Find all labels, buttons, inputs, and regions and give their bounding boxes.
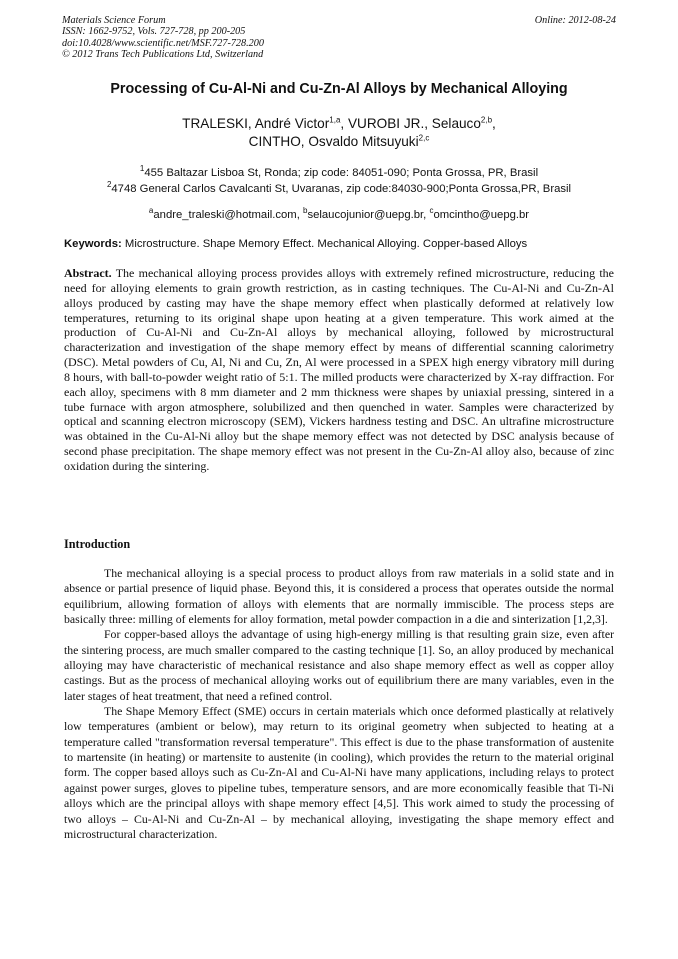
- affiliation-line: [40, 181, 638, 197]
- email-superscript: c: [429, 206, 434, 216]
- author-superscript: 1,a: [329, 115, 341, 125]
- author-superscript: 2,b: [480, 115, 493, 125]
- author-list: [60, 115, 618, 151]
- issn-line: ISSN: 1662-9752, Vols. 727-728, pp 200-205: [62, 26, 246, 38]
- email-list: [40, 206, 638, 221]
- email-superscript: a: [148, 206, 154, 216]
- author-superscript: 2,c: [418, 133, 430, 143]
- keywords-text: Microstructure. Shape Memory Effect. Mechanical Alloying. Copper-based Alloys: [121, 238, 528, 250]
- paper-title: Processing of Cu-Al-Ni and Cu-Zn-Al Alloys by Mechanical Alloying: [110, 81, 568, 97]
- paragraph: The mechanical alloying is a special process to product alloys from raw materials in a solid state and in absence or partial presence of liquid phase. Beyond this, it is considered a process that operates outside the normal equilibrium, allowing formation of alloys with elements that are normally immiscible. The process steps are basically three: milling of elements for alloy formation, metal powder compaction in a die and sinterization [1,2,3].: [64, 566, 614, 627]
- email-link[interactable]: andre_traleski@hotmail.com,: [153, 209, 303, 221]
- affiliation-line: [40, 165, 638, 181]
- abstract: [64, 266, 614, 474]
- paragraph: The Shape Memory Effect (SME) occurs in certain materials which once deformed plastically at relatively low temperatures (ambient or below), may return to its original geometry when subjected to heating at a temperature called "transformation reversal temperature". This effect is due to the phase transformation of austenite to martensite (in heating) or martensite to austenite (in cooling), which provides the return to the material original form. The copper based alloys such as Cu-Zn-Al and Cu-Al-Ni have many applications, including relays to protect against power surges, gloves to pipeline tubes, temperature sensors, and are more economically feasible that Ti-Ni alloys which are the principal alloys with shape memory effect [4,5]. This work aimed to study the processing of two alloys – Cu-Al-Ni and Cu-Zn-Al – by mechanical alloying, investigating the shape memory effect and microstructural characterization.: [64, 704, 614, 841]
- keywords: [64, 238, 616, 250]
- journal-header: [62, 15, 616, 60]
- email-superscript: b: [302, 206, 308, 216]
- introduction-heading: Introduction: [64, 537, 131, 551]
- author-separator: ,: [340, 116, 348, 131]
- keywords-label: Keywords:: [64, 238, 122, 250]
- copyright-line: © 2012 Trans Tech Publications Ltd, Switzerland: [62, 48, 264, 60]
- journal-name: Materials Science Forum: [62, 15, 166, 26]
- abstract-label: Abstract.: [64, 266, 112, 280]
- introduction-body: [64, 566, 614, 842]
- email-link[interactable]: selaucojunior@uepg.br,: [307, 209, 430, 221]
- doi-line: doi:10.4028/www.scientific.net/MSF.727-728.200: [62, 37, 264, 49]
- abstract-text: The mechanical alloying process provides alloys with extremely refined microstructure, reducing the need for alloying elements to grain growth restriction, as in casting techniques. The Cu-Al-Ni and Cu-Zn-Al alloys produced by casting may have the shape memory effect when plastically deformed at relatively low temperatures, returning to its original shape upon heating at a given temperature. This work aimed at the production of Cu-Al-Ni and Cu-Zn-Al alloys by mechanical alloying, followed by microstructural characterization and investigation of the shape memory effect by means of differential scanning calorimetry (DSC). Metal powders of Cu, Al, Ni and Cu, Zn, Al were processed in a SPEX high energy vibratory mill during 8 hours, with ball-to-powder weight ratio of 5:1. The milled products were characterized by X-ray diffraction. For each alloy, specimens with 8 mm diameter and 2 mm thickness were shapes by uniaxial pressing, sintered in a tube furnace with argon atmosphere, solubilized and then quenched in water. Samples were characterized by optical and scanning electron microscopy (SEM), Vickers hardness testing and DSC. An ultrafine microstructure was obtained in the Cu-Al-Ni alloy but the shape memory effect was not detected by DSC analysis because of second phase precipitation. The shape memory effect was not present in the Cu-Zn-Al alloy also, because of zinc oxidation during the sintering.: [64, 266, 614, 473]
- affiliation-text: 4748 General Carlos Cavalcanti St, Uvaranas, zip code:84030-900;Ponta Grossa,PR, Brasil: [111, 183, 572, 195]
- online-date: Online: 2012-08-24: [534, 15, 616, 26]
- affiliation-superscript: 2: [106, 180, 112, 190]
- author-name: VUROBI JR., Selauco: [347, 116, 481, 131]
- author-separator: ,: [492, 116, 496, 131]
- affiliation-text: 455 Baltazar Lisboa St, Ronda; zip code: 84051-090; Ponta Grossa, PR, Brasil: [144, 167, 539, 179]
- paragraph: For copper-based alloys the advantage of using high-energy milling is that resulting grain size, even after the sintering process, are much smaller compared to the casting technique [1]. So, an alloy produced by mechanical alloying may have characteristic of mechanical resistance and also shape memory effect as well as copper alloy castings. But as the process of mechanical alloying works out of equilibrium there are many variables, even in the later stages of heat treatment, that need a refined control.: [64, 627, 614, 703]
- author-name: CINTHO, Osvaldo Mitsuyuki: [248, 134, 419, 149]
- author-name: TRALESKI, André Victor: [182, 116, 330, 131]
- affiliations: [40, 165, 638, 197]
- email-link[interactable]: omcintho@uepg.br: [433, 209, 530, 221]
- affiliation-superscript: 1: [139, 164, 145, 174]
